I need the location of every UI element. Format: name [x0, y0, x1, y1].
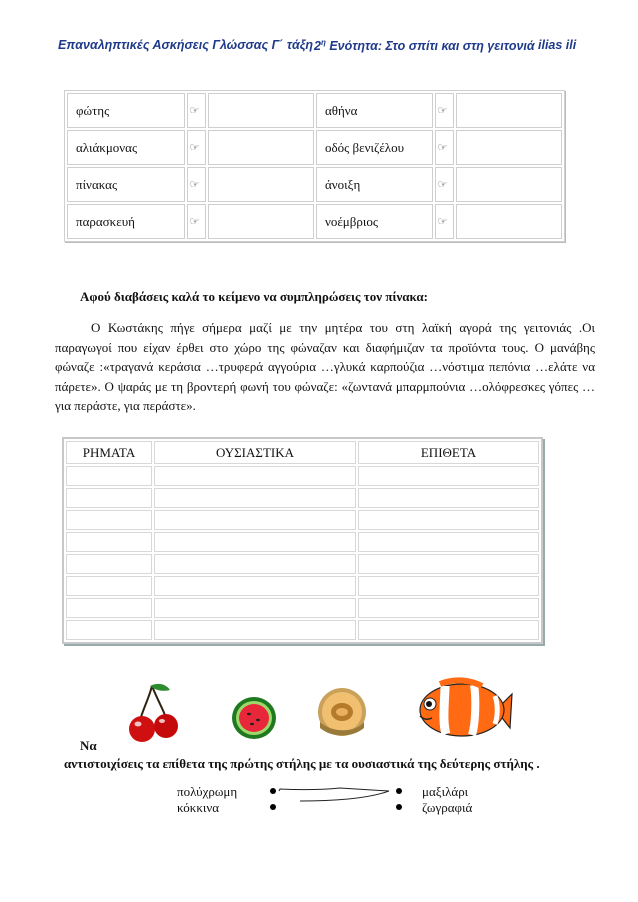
word-cell: πίνακας — [67, 167, 185, 202]
word-cell: άνοιξη — [316, 167, 433, 202]
right-item-pillow: μαξιλάρι — [422, 784, 469, 799]
pointer-icon: ☞ — [187, 167, 206, 202]
left-item-colorful: πολύχρωμη — [177, 784, 238, 799]
pointer-icon: ☞ — [435, 167, 454, 202]
header-verbs: ΡΗΜΑΤΑ — [66, 441, 152, 464]
pointer-icon: ☞ — [187, 93, 206, 128]
pointer-icon: ☞ — [435, 93, 454, 128]
pointer-icon: ☞ — [187, 204, 206, 239]
header-adjectives: ΕΠΙΘΕΤΑ — [358, 441, 539, 464]
header-title: Επαναληπτικές Ασκήσεις Γλώσσας Γ΄ τάξη — [58, 38, 314, 52]
reading-instruction: Αφού διαβάσεις καλά το κείμενο να συμπληρώσεις τον πίνακα: — [80, 289, 428, 304]
matching-label: Να — [80, 738, 97, 753]
word-cell: οδός βενιζέλου — [316, 130, 433, 165]
header-author: ilias ili — [538, 38, 577, 52]
matching-instruction: αντιστοιχίσεις τα επίθετα της πρώτης στήλης με τα ουσιαστικά της δεύτερης στήλης . — [64, 756, 540, 771]
header-unit-num: 2 — [314, 39, 321, 54]
pointer-icon: ☞ — [187, 130, 206, 165]
left-item-red: κόκκινα — [177, 800, 220, 815]
header-unit-rest: Ενότητα: Στο σπίτι και στη γειτονιά — [325, 39, 535, 54]
word-cell: αθήνα — [316, 93, 433, 128]
header-unit-sup: η — [320, 38, 326, 47]
word-cell: αλιάκμονας — [67, 130, 185, 165]
word-cell: φώτης — [67, 93, 185, 128]
right-item-drawing: ζωγραφιά — [422, 800, 473, 815]
reading-paragraph: Ο Κωστάκης πήγε σήμερα μαζί με την μητέρα του στη λαϊκή αγορά της γειτονιάς .Οι παραγωγοί που είχαν έρθει στο χώρο της φώναζαν και διαφήμιζαν τα προϊόντα τους. Ο μανάβης φώναζε :«τραγανά κεράσια …τρυφερά αγγούρια …γλυκά καρπούζια …νόστιμα πεπόνια …ελάτε να πάρετε». Ο ψαράς με τη βροντερή φωνή του φώναζε: «ζωντανά μπαρμπούνια …ολόφρεσκες γόπες …για περάστε, για περάστε». — [55, 320, 595, 413]
word-cell: νοέμβριος — [316, 204, 433, 239]
header-nouns: ΟΥΣΙΑΣΤΙΚΑ — [154, 441, 356, 464]
word-cell: παρασκευή — [67, 204, 185, 239]
pointer-icon: ☞ — [435, 130, 454, 165]
pointer-icon: ☞ — [435, 204, 454, 239]
